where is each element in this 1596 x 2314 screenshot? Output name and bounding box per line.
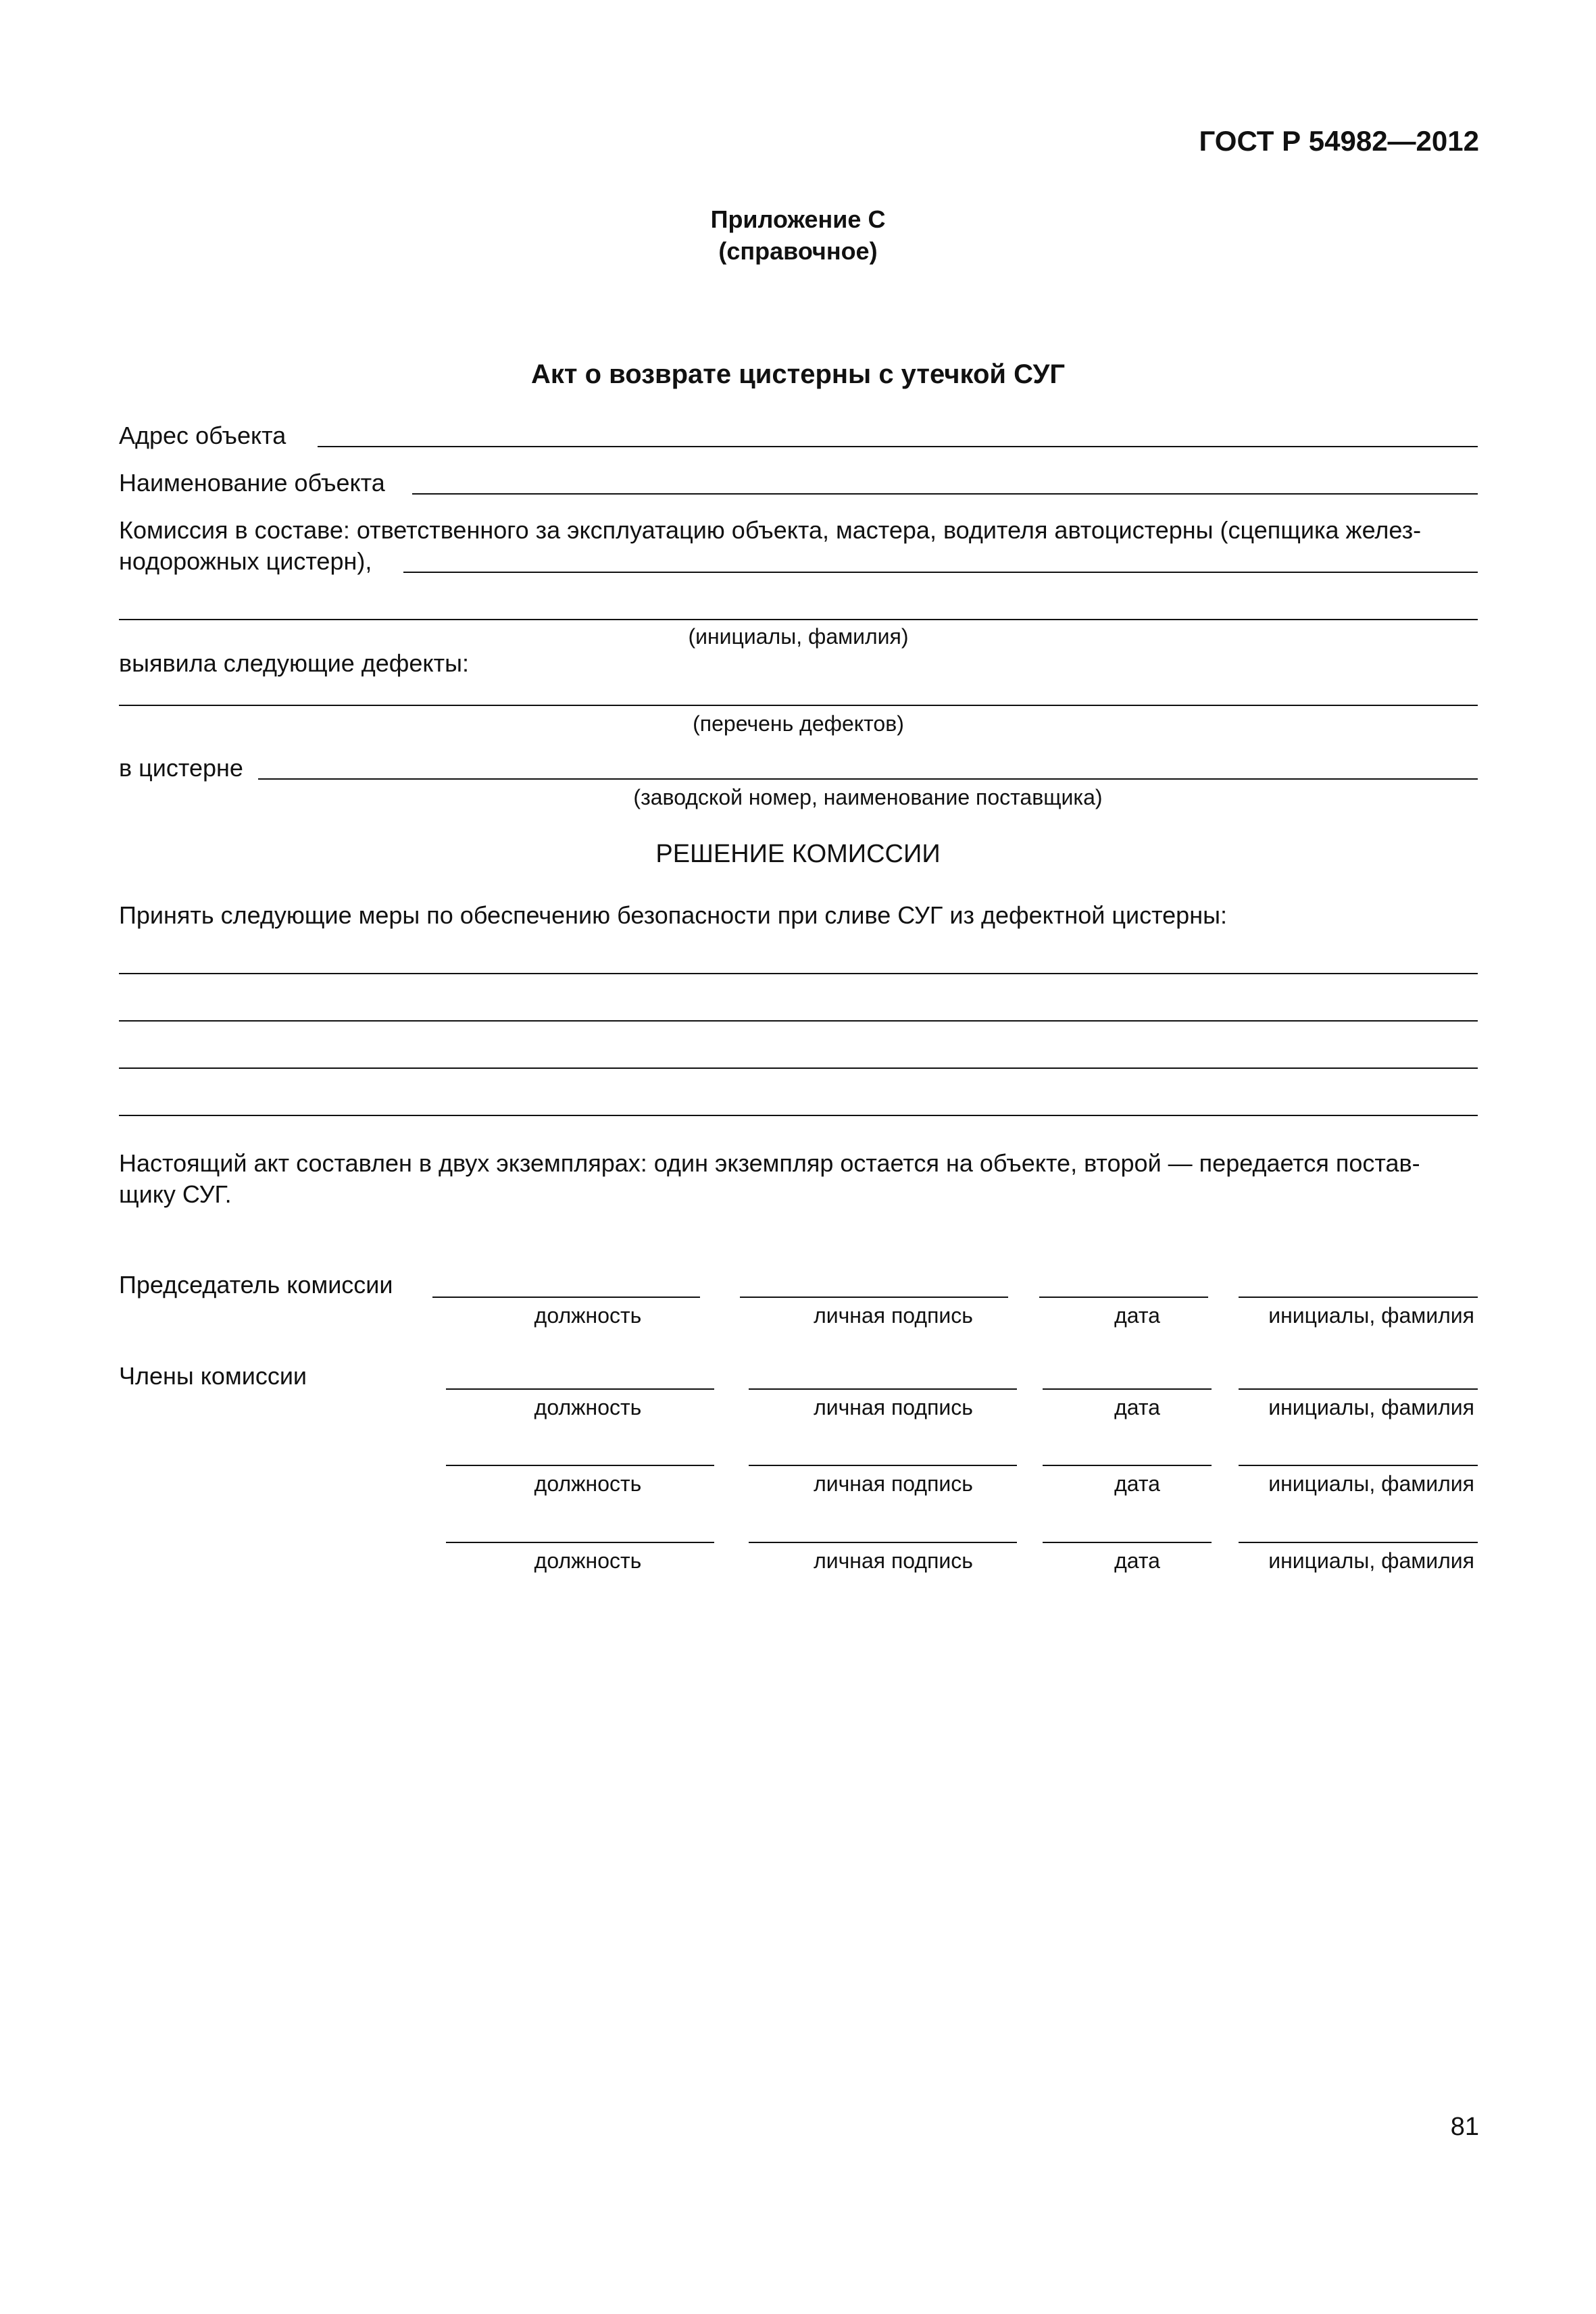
decision-heading: РЕШЕНИЕ КОМИССИИ	[655, 840, 941, 868]
date-caption: дата	[1114, 1472, 1160, 1496]
member1-date-line[interactable]	[1043, 1388, 1212, 1390]
chairman-date-line[interactable]	[1039, 1297, 1208, 1298]
commission-line-1[interactable]	[403, 572, 1478, 573]
position-caption: должность	[534, 1395, 642, 1419]
measures-line-4[interactable]	[119, 1115, 1478, 1116]
signature-caption: личная подпись	[814, 1549, 973, 1573]
tank-label: в цистерне	[119, 754, 243, 782]
appendix-subtitle: (справочное)	[718, 237, 878, 265]
member2-signature-line[interactable]	[749, 1465, 1017, 1466]
member3-initials-line[interactable]	[1239, 1542, 1478, 1543]
defects-caption: (перечень дефектов)	[693, 711, 904, 736]
tank-line[interactable]	[258, 778, 1478, 780]
position-caption: должность	[534, 1472, 642, 1496]
commission-text-line1: Комиссия в составе: ответственного за эксплуатацию объекта, мастера, водителя автоцистерны (сцепщика желез-	[119, 516, 1422, 544]
member3-date-line[interactable]	[1043, 1542, 1212, 1543]
address-label: Адрес объекта	[119, 422, 286, 449]
commission-text-line2: нодорожных цистерн),	[119, 547, 372, 575]
page-number: 81	[1450, 2113, 1479, 2141]
initials-caption: инициалы, фамилия	[1268, 1472, 1474, 1496]
commission-line-2[interactable]	[119, 619, 1478, 620]
chairman-label: Председатель комиссии	[119, 1271, 393, 1299]
measures-text: Принять следующие меры по обеспечению безопасности при сливе СУГ из дефектной цистерны:	[119, 901, 1227, 929]
measures-line-1[interactable]	[119, 973, 1478, 974]
standard-number: ГОСТ Р 54982—2012	[1199, 125, 1479, 157]
copies-text-line1: Настоящий акт составлен в двух экземплярах: один экземпляр остается на объекте, второй — передается постав-	[119, 1149, 1420, 1177]
member1-position-line[interactable]	[446, 1388, 714, 1390]
address-line[interactable]	[318, 446, 1478, 447]
object-name-line[interactable]	[412, 493, 1478, 495]
copies-text-line2: щику СУГ.	[119, 1180, 232, 1208]
initials-caption: инициалы, фамилия	[1268, 1395, 1474, 1419]
measures-line-2[interactable]	[119, 1020, 1478, 1022]
defects-line[interactable]	[119, 705, 1478, 706]
act-title: Акт о возврате цистерны с утечкой СУГ	[530, 359, 1066, 389]
signature-caption: личная подпись	[814, 1395, 973, 1419]
chairman-position-line[interactable]	[432, 1297, 700, 1298]
object-name-label: Наименование объекта	[119, 469, 385, 497]
member3-signature-line[interactable]	[749, 1542, 1017, 1543]
position-caption: должность	[534, 1303, 642, 1328]
signature-caption: личная подпись	[814, 1472, 973, 1496]
tank-caption: (заводской номер, наименование поставщика)	[633, 785, 1103, 809]
members-label: Члены комиссии	[119, 1362, 307, 1390]
initials-caption: (инициалы, фамилия)	[688, 624, 909, 649]
member1-signature-line[interactable]	[749, 1388, 1017, 1390]
initials-caption: инициалы, фамилия	[1268, 1549, 1474, 1573]
initials-caption: инициалы, фамилия	[1268, 1303, 1474, 1328]
chairman-signature-line[interactable]	[740, 1297, 1008, 1298]
date-caption: дата	[1114, 1549, 1160, 1573]
date-caption: дата	[1114, 1303, 1160, 1328]
member2-position-line[interactable]	[446, 1465, 714, 1466]
member1-initials-line[interactable]	[1239, 1388, 1478, 1390]
member2-date-line[interactable]	[1043, 1465, 1212, 1466]
signature-caption: личная подпись	[814, 1303, 973, 1328]
date-caption: дата	[1114, 1395, 1160, 1419]
chairman-initials-line[interactable]	[1239, 1297, 1478, 1298]
position-caption: должность	[534, 1549, 642, 1573]
defects-label: выявила следующие дефекты:	[119, 649, 469, 677]
member3-position-line[interactable]	[446, 1542, 714, 1543]
measures-line-3[interactable]	[119, 1067, 1478, 1069]
member2-initials-line[interactable]	[1239, 1465, 1478, 1466]
appendix-title: Приложение С	[710, 205, 886, 233]
